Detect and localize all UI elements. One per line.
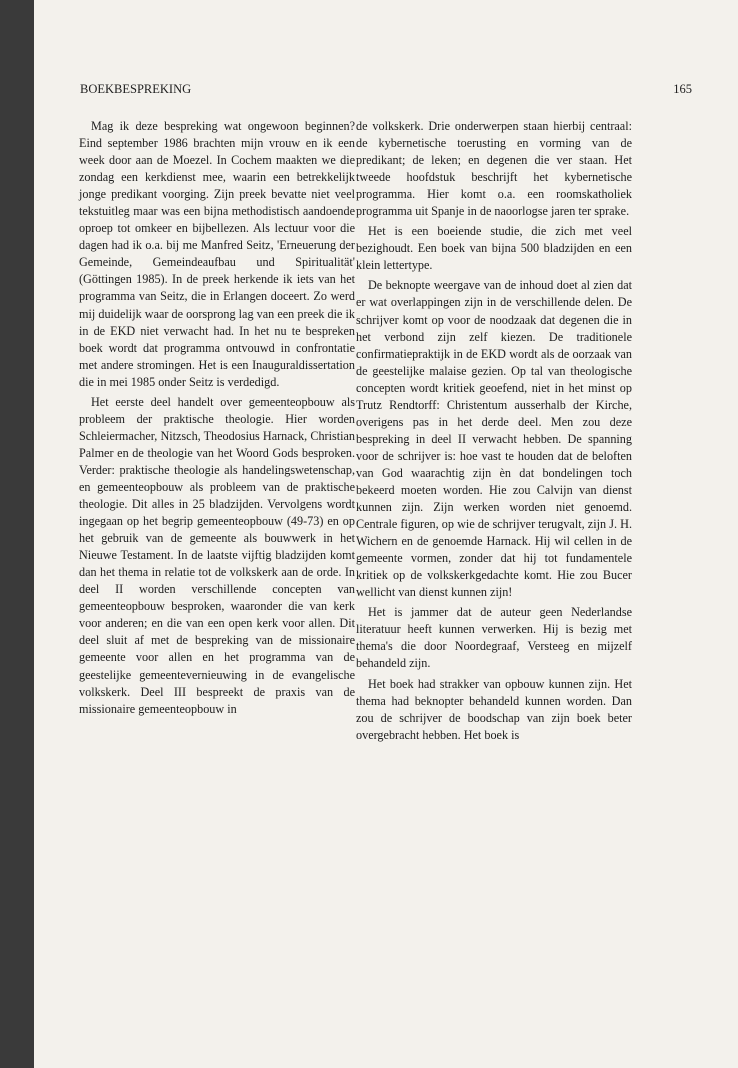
paragraph: Het is een boeiende studie, die zich met veel bezighoudt. Een boek van bijna 500 bladzijden en een klein lettertype.: [356, 224, 632, 273]
page-number: 165: [673, 82, 692, 96]
running-header: [80, 82, 692, 97]
paragraph: Mag ik deze bespreking wat ongewoon beginnen? Eind september 1986 brachten mijn vrouw en ik een week door aan de Moezel. In Cochem maakten we die zondag een kerkdienst mee, waarin een betrekkelijk jonge predikant voorging. Zijn preek bevatte niet veel tekstuitleg maar was een bijna methodistisch aandoende oproep tot omkeer en bijbellezen. Als lectuur voor die dagen had ik o.a. bij me Manfred Seitz, 'Erneuerung der Gemeinde, Gemeindeaufbau und Spiritualität' (Göttingen 1985). In de preek herkende ik iets van het programma van Seitz, die in Erlangen doceert. Zo werd mij duidelijk waar de oorsprong lag van een preek die ik in de EKD niet verwacht had. In het nu te bespreken boek wordt dat programma ontvouwd in confrontatie met andere stromingen. Het is een Inauguraldissertation die in mei 1985 onder Seitz is verdedigd.: [79, 119, 355, 389]
paragraph: Het is jammer dat de auteur geen Nederlandse literatuur heeft kunnen verwerken. Hij is bezig met thema's die door Noordegraaf, Versteeg en mijzelf behandeld zijn.: [356, 605, 632, 671]
left-column: [79, 118, 355, 718]
section-title: BOEKBESPREKING: [80, 82, 192, 96]
paragraph: Het boek had strakker van opbouw kunnen zijn. Het thema had beknopter behandeld kunnen worden. Dan zou de schrijver de boodschap van zijn boek beter overgebracht hebben. Het boek is: [356, 676, 632, 742]
paragraph: Het eerste deel handelt over gemeenteopbouw als probleem der praktische theologie. Hier worden Schleiermacher, Nitzsch, Theodosius Harnack, Christian Palmer en de theologie van het Woord Gods besproken. Verder: praktische theologie als handelingswetenschap, en gemeenteopbouw als probleem van de praktische theologie. Dit alles in 25 bladzijden. Vervolgens wordt ingegaan op het begrip gemeenteopbouw (49-73) en op het gebruik van de gemeente als bouwwerk in het Nieuwe Testament. In de laatste vijftig bladzijden komt dan het thema in relatie tot de volkskerk aan de orde. In deel II worden verschillende concepten van gemeenteopbouw besproken, waaronder die van kerk voor anderen; en die van een open kerk voor allen. Dit deel sluit af met de bespreking van de missionaire gemeente voor allen en het programma van de geestelijke gemeentevernieuwing in de evangelische volkskerk. Deel III bespreekt de praxis van de missionaire gemeenteopbouw in: [79, 394, 355, 716]
book-page: [34, 0, 738, 1068]
paragraph: De beknopte weergave van de inhoud doet al zien dat er wat overlappingen zijn in de verschillende delen. De schrijver komt op voor de noodzaak dat degenen die in het verbond zijn zelf kiezen. De traditionele confirmatiepraktijk in de EKD wordt als de oorzaak van de geestelijke malaise gezien. Op tal van theologische concepten wordt kritiek geoefend, niet in het minst op Trutz Rendtorff: Christentum ausserhalb der Kirche, overigens pas in het derde deel. Men zou deze bespreking in deel II verwacht hebben. De spanning voor de schrijver is: hoe vast te houden dat de beloften van God waarachtig zijn èn dat bondelingen toch bekeerd moeten worden. Hie zou Calvijn van dienst kunnen zijn. Zijn werken worden niet genoemd. Centrale figuren, op wie de schrijver terugvalt, zijn J. H. Wichern en de genoemde Harnack. Hij wil cellen in de gemeente vormen, zonder dat hij tot fundamentele kritiek op de volkskerkgedachte komt. Hie zou Bucer wellicht van dienst kunnen zijn!: [356, 278, 632, 600]
right-column: [356, 118, 632, 744]
paragraph: de volkskerk. Drie onderwerpen staan hierbij centraal: de kybernetische toerusting en vorming van de predikant; de leken; en degenen die ver staan. Het tweede hoofdstuk beschrijft het kybernetische programma. Hier komt o.a. een roomskatholiek programma uit Spanje in de naoorlogse jaren ter sprake.: [356, 119, 632, 219]
